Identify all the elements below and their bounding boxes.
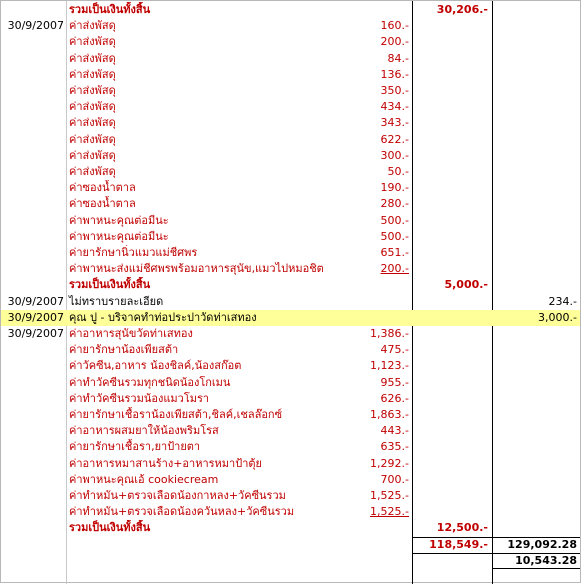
balance-cell[interactable]: [494, 67, 580, 83]
balance-cell[interactable]: [494, 472, 580, 488]
balance-cell[interactable]: [494, 2, 580, 18]
table-row[interactable]: [1, 472, 580, 488]
table-row[interactable]: [1, 294, 580, 310]
date-cell[interactable]: [1, 520, 66, 536]
table-row[interactable]: [1, 407, 580, 423]
amount-cell[interactable]: [300, 294, 412, 310]
total-rule: [412, 553, 580, 554]
table-row[interactable]: [1, 132, 580, 148]
balance-cell[interactable]: [494, 132, 580, 148]
subtotal-cell[interactable]: 5,000.-: [444, 278, 488, 292]
amount-cell[interactable]: 434.-: [380, 100, 409, 114]
description-cell[interactable]: ค่าซองน้ำตาล: [69, 197, 136, 211]
total-rule: [412, 537, 580, 538]
balance-cell[interactable]: [494, 277, 580, 293]
table-row[interactable]: [1, 180, 580, 196]
subtotal-cell[interactable]: [414, 115, 491, 131]
amount-cell[interactable]: [300, 277, 412, 293]
table-row[interactable]: [1, 391, 580, 407]
amount-cell[interactable]: 190.-: [380, 181, 409, 195]
description-cell[interactable]: คุณ ปู - บริจาคทำท่อประปาวัดท่าเสทอง: [69, 310, 257, 324]
subtotal-cell[interactable]: 118,549.-: [429, 537, 488, 551]
description-cell[interactable]: ค่าส่งพัสดุ: [69, 51, 116, 65]
amount-cell[interactable]: 343.-: [380, 116, 409, 130]
subtotal-cell[interactable]: [414, 553, 491, 569]
date-cell[interactable]: [1, 423, 66, 439]
description-cell[interactable]: ค่าส่งพัสดุ: [69, 132, 116, 146]
description-cell[interactable]: ค่าพาหนะคุณต่อมีนะ: [69, 213, 169, 227]
balance-cell[interactable]: [494, 51, 580, 67]
date-cell[interactable]: [1, 407, 66, 423]
table-row[interactable]: [1, 115, 580, 131]
amount-cell[interactable]: [300, 553, 412, 569]
date-cell[interactable]: [1, 34, 66, 50]
table-row[interactable]: [1, 358, 580, 374]
date-cell[interactable]: [1, 51, 66, 67]
amount-cell[interactable]: [300, 2, 412, 18]
balance-cell[interactable]: [494, 18, 580, 34]
subtotal-cell[interactable]: [414, 488, 491, 504]
subtotal-cell[interactable]: [414, 229, 491, 245]
balance-cell[interactable]: [494, 148, 580, 164]
date-cell[interactable]: [1, 391, 66, 407]
balance-cell[interactable]: [494, 456, 580, 472]
description-cell[interactable]: ค่ายารักษานิ่วแมวแม่ชีศพร: [69, 246, 198, 259]
amount-cell[interactable]: 443.-: [380, 424, 409, 438]
table-row[interactable]: [1, 245, 580, 261]
date-cell[interactable]: [1, 2, 66, 18]
date-cell[interactable]: 30/9/2007: [7, 294, 64, 308]
balance-cell[interactable]: [494, 423, 580, 439]
description-cell[interactable]: ค่าส่งพัสดุ: [69, 84, 116, 97]
date-cell[interactable]: [1, 213, 66, 229]
table-row[interactable]: [1, 456, 580, 472]
subtotal-cell[interactable]: [414, 67, 491, 83]
date-cell[interactable]: [1, 99, 66, 115]
description-cell[interactable]: ค่าพาหนะส่งแม่ชีศพรพร้อมอาหารสุนัข,แมวไปหมอชิต: [69, 262, 324, 276]
date-cell[interactable]: [1, 261, 66, 277]
amount-cell[interactable]: 50.-: [387, 165, 409, 178]
amount-cell[interactable]: 280.-: [380, 197, 409, 211]
balance-cell[interactable]: [494, 407, 580, 423]
amount-cell[interactable]: 1,123.-: [370, 359, 409, 373]
balance-cell[interactable]: [494, 358, 580, 374]
description-cell[interactable]: ค่ายารักษาเชื้อราน้องเพียสต้า,ชิลค์,เชลล๊อกซ์: [69, 408, 283, 421]
date-cell[interactable]: [1, 245, 66, 261]
description-cell[interactable]: ค่าส่งพัสดุ: [69, 148, 116, 162]
table-row[interactable]: [1, 99, 580, 115]
balance-cell[interactable]: [494, 375, 580, 391]
subtotal-cell[interactable]: [414, 180, 491, 196]
date-cell[interactable]: 30/9/2007: [7, 19, 64, 33]
amount-cell[interactable]: 84.-: [387, 51, 409, 65]
table-row[interactable]: [1, 164, 580, 180]
date-cell[interactable]: 30/9/2007: [7, 327, 64, 340]
date-cell[interactable]: [1, 196, 66, 212]
balance-cell[interactable]: [494, 342, 580, 358]
subtotal-cell[interactable]: [414, 342, 491, 358]
description-cell[interactable]: ค่าทำหมัน+ตรวจเลือดน้องกาหลง+วัคซีนรวม: [69, 489, 286, 502]
description-cell[interactable]: ค่าทำวัคซีนรวมน้องแมวโมรา: [69, 391, 210, 405]
table-row[interactable]: [1, 488, 580, 504]
date-cell[interactable]: [1, 148, 66, 164]
table-row[interactable]: [1, 342, 580, 358]
description-cell[interactable]: ค่าส่งพัสดุ: [69, 165, 116, 178]
amount-cell[interactable]: 1,525.-: [370, 505, 409, 519]
subtotal-cell[interactable]: 12,500.-: [436, 521, 488, 535]
subtotal-cell[interactable]: [414, 213, 491, 229]
date-cell[interactable]: [1, 229, 66, 245]
subtotal-cell[interactable]: [414, 148, 491, 164]
balance-cell[interactable]: [494, 245, 580, 261]
amount-cell[interactable]: 1,525.-: [370, 489, 409, 502]
description-cell[interactable]: ค่ายารักษาเชื้อรา,ยาป้ายตา: [69, 440, 201, 454]
date-cell[interactable]: [1, 504, 66, 520]
table-row[interactable]: [1, 51, 580, 67]
description-cell[interactable]: ค่าอาหารหมาสานร้าง+อาหารหมาป้าตุ้ย: [69, 456, 262, 470]
description-cell[interactable]: ค่ายารักษาน้องเพียสต้า: [69, 343, 179, 357]
balance-cell[interactable]: [494, 180, 580, 196]
description-cell[interactable]: ค่าอาหารสุนัขวัดท่าเสทอง: [69, 327, 193, 340]
subtotal-cell[interactable]: 30,206.-: [436, 3, 488, 16]
amount-cell[interactable]: 651.-: [380, 246, 409, 259]
table-row[interactable]: [1, 67, 580, 83]
subtotal-cell[interactable]: [414, 391, 491, 407]
table-row[interactable]: [1, 229, 580, 245]
subtotal-cell[interactable]: [414, 18, 491, 34]
amount-cell[interactable]: 475.-: [380, 343, 409, 357]
subtotal-cell[interactable]: [414, 310, 491, 326]
description-cell[interactable]: ค่าส่งพัสดุ: [69, 19, 116, 33]
subtotal-cell[interactable]: [414, 34, 491, 50]
date-cell[interactable]: 30/9/2007: [7, 310, 64, 324]
description-cell[interactable]: ค่าวัคซีน,อาหาร น้องชิลค์,น้องสก๊อต: [69, 359, 242, 373]
balance-cell[interactable]: [494, 261, 580, 277]
balance-cell[interactable]: [494, 488, 580, 504]
amount-cell[interactable]: 500.-: [380, 213, 409, 227]
table-row[interactable]: [1, 537, 580, 553]
description-cell[interactable]: รวมเป็นเงินทั้งสิ้น: [69, 521, 151, 535]
subtotal-cell[interactable]: [414, 294, 491, 310]
amount-cell[interactable]: 635.-: [380, 440, 409, 454]
table-row[interactable]: [1, 213, 580, 229]
amount-cell[interactable]: 1,386.-: [370, 327, 409, 340]
description-cell[interactable]: ค่าส่งพัสดุ: [69, 116, 116, 130]
date-cell[interactable]: [1, 277, 66, 293]
date-cell[interactable]: [1, 553, 66, 569]
subtotal-cell[interactable]: [414, 326, 491, 342]
table-row[interactable]: [1, 34, 580, 50]
balance-cell[interactable]: [494, 520, 580, 536]
subtotal-cell[interactable]: [414, 83, 491, 99]
balance-cell[interactable]: [494, 504, 580, 520]
subtotal-cell[interactable]: [414, 407, 491, 423]
subtotal-cell[interactable]: [414, 472, 491, 488]
amount-cell[interactable]: 200.-: [380, 35, 409, 49]
subtotal-cell[interactable]: [414, 51, 491, 67]
table-row[interactable]: [1, 310, 580, 326]
amount-cell[interactable]: 622.-: [380, 132, 409, 146]
balance-cell[interactable]: 3,000.-: [538, 310, 577, 324]
date-cell[interactable]: [1, 83, 66, 99]
total-rule: [492, 568, 580, 569]
table-row[interactable]: [1, 83, 580, 99]
description-cell[interactable]: ค่าทำวัคซีนรวมทุกชนิดน้องโกเมน: [69, 375, 231, 389]
description-cell[interactable]: ค่าพาหนะคุณเอ้ cookiecream: [69, 472, 219, 486]
table-row[interactable]: [1, 520, 580, 536]
amount-cell[interactable]: 500.-: [380, 229, 409, 243]
subtotal-cell[interactable]: [414, 261, 491, 277]
balance-cell[interactable]: [494, 326, 580, 342]
date-cell[interactable]: [1, 67, 66, 83]
description-cell[interactable]: ไม่ทราบรายละเอียด: [69, 294, 164, 308]
subtotal-cell[interactable]: [414, 375, 491, 391]
balance-cell[interactable]: [494, 196, 580, 212]
description-cell[interactable]: ค่าอาหารผสมยาให้น้องพริมโรส: [69, 424, 219, 438]
description-cell[interactable]: ค่าทำหมัน+ตรวจเลือดน้องควันหลง+วัคซีนรวม: [69, 505, 295, 519]
date-cell[interactable]: [1, 439, 66, 455]
table-row[interactable]: [1, 375, 580, 391]
balance-cell[interactable]: [494, 34, 580, 50]
table-row[interactable]: [1, 423, 580, 439]
amount-cell[interactable]: 200.-: [380, 262, 409, 276]
date-cell[interactable]: [1, 115, 66, 131]
table-row[interactable]: [1, 18, 580, 34]
amount-cell[interactable]: 955.-: [380, 375, 409, 389]
balance-cell[interactable]: [494, 115, 580, 131]
description-cell[interactable]: รวมเป็นเงินทั้งสิ้น: [69, 278, 151, 292]
subtotal-cell[interactable]: [414, 196, 491, 212]
date-cell[interactable]: [1, 488, 66, 504]
subtotal-cell[interactable]: [414, 358, 491, 374]
subtotal-cell[interactable]: [414, 423, 491, 439]
subtotal-cell[interactable]: [414, 439, 491, 455]
table-row[interactable]: [1, 326, 580, 342]
balance-cell[interactable]: 10,543.28: [515, 553, 577, 567]
table-row[interactable]: [1, 196, 580, 212]
amount-cell[interactable]: 160.-: [380, 19, 409, 33]
amount-cell[interactable]: 700.-: [380, 472, 409, 486]
subtotal-cell[interactable]: [414, 164, 491, 180]
amount-cell[interactable]: 1,863.-: [370, 408, 409, 421]
date-cell[interactable]: [1, 472, 66, 488]
amount-cell[interactable]: [300, 520, 412, 536]
subtotal-cell[interactable]: [414, 456, 491, 472]
table-row[interactable]: [1, 504, 580, 520]
amount-cell[interactable]: 350.-: [380, 84, 409, 97]
description-cell[interactable]: ค่าส่งพัสดุ: [69, 35, 116, 49]
balance-cell[interactable]: [494, 213, 580, 229]
date-cell[interactable]: [1, 537, 66, 553]
subtotal-cell[interactable]: [414, 504, 491, 520]
date-cell[interactable]: [1, 132, 66, 148]
table-row[interactable]: [1, 553, 580, 569]
subtotal-cell[interactable]: [414, 245, 491, 261]
balance-cell[interactable]: 129,092.28: [507, 537, 577, 551]
table-row[interactable]: [1, 277, 580, 293]
amount-cell[interactable]: [300, 537, 412, 553]
date-cell[interactable]: [1, 342, 66, 358]
description-cell[interactable]: ค่าส่งพัสดุ: [69, 67, 116, 81]
description-cell[interactable]: ค่าซองน้ำตาล: [69, 181, 136, 195]
table-row[interactable]: [1, 439, 580, 455]
subtotal-cell[interactable]: [414, 132, 491, 148]
balance-cell[interactable]: [494, 83, 580, 99]
description-cell[interactable]: ค่าพาหนะคุณต่อมีนะ: [69, 229, 169, 243]
table-row[interactable]: [1, 2, 580, 18]
subtotal-cell[interactable]: [414, 99, 491, 115]
amount-cell[interactable]: 300.-: [380, 148, 409, 162]
amount-cell[interactable]: 626.-: [380, 391, 409, 405]
balance-cell[interactable]: [494, 391, 580, 407]
date-cell[interactable]: [1, 456, 66, 472]
date-cell[interactable]: [1, 164, 66, 180]
description-cell[interactable]: ค่าส่งพัสดุ: [69, 100, 116, 114]
table-row[interactable]: [1, 261, 580, 277]
description-cell[interactable]: รวมเป็นเงินทั้งสิ้น: [69, 3, 151, 16]
date-cell[interactable]: [1, 358, 66, 374]
balance-cell[interactable]: [494, 229, 580, 245]
amount-cell[interactable]: [300, 310, 412, 326]
date-cell[interactable]: [1, 375, 66, 391]
amount-cell[interactable]: 136.-: [380, 67, 409, 81]
balance-cell[interactable]: [494, 164, 580, 180]
table-row[interactable]: [1, 148, 580, 164]
balance-cell[interactable]: [494, 439, 580, 455]
balance-cell[interactable]: 234.-: [548, 294, 577, 308]
amount-cell[interactable]: 1,292.-: [370, 456, 409, 470]
date-cell[interactable]: [1, 180, 66, 196]
balance-cell[interactable]: [494, 99, 580, 115]
